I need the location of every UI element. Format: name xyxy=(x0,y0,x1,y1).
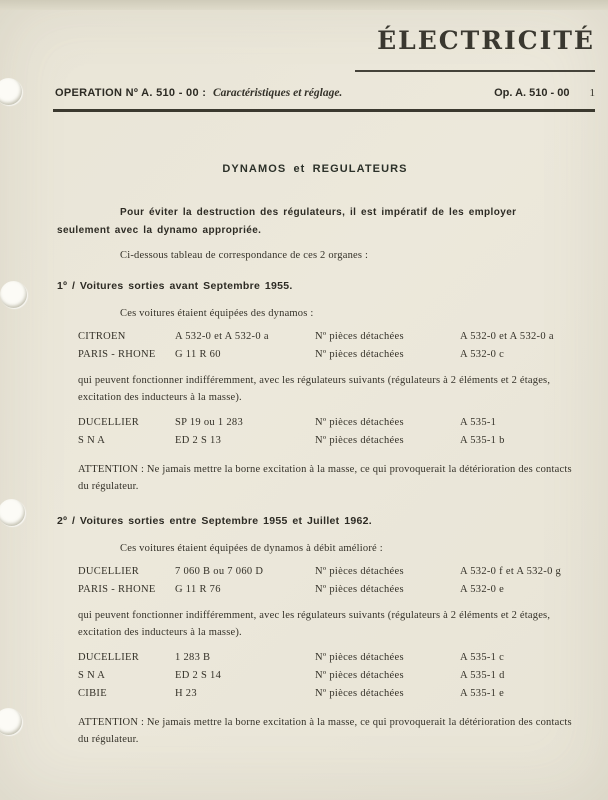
cell-model: 1 283 B xyxy=(175,652,211,663)
punch-hole-1 xyxy=(0,78,22,105)
main-heading: DYNAMOS et REGULATEURS xyxy=(222,163,408,175)
cell-make: DUCELLIER xyxy=(78,417,140,428)
cell-parts-label: Nº pièces détachées xyxy=(315,435,404,446)
punch-hole-4 xyxy=(0,708,22,735)
cell-parts-label: Nº pièces détachées xyxy=(315,584,404,595)
cell-model: ED 2 S 13 xyxy=(175,435,222,446)
table-row xyxy=(78,649,573,667)
cell-parts-label: Nº pièces détachées xyxy=(315,566,404,577)
cell-parts-label: Nº pièces détachées xyxy=(315,652,404,663)
operation-shortref xyxy=(494,87,595,99)
cell-make: PARIS - RHONE xyxy=(78,349,156,360)
cell-parts-label: Nº pièces détachées xyxy=(315,331,404,342)
attention-note-1: ATTENTION : Ne jamais mettre la borne excitation à la masse, ce qui provoquerait la détérioration des contacts du régulateur. xyxy=(78,464,572,492)
cell-ref: A 535-1 d xyxy=(460,670,505,681)
section-1-lead: Ces voitures étaient équipées des dynamos : xyxy=(120,308,314,319)
cell-model: G 11 R 76 xyxy=(175,584,221,595)
cell-make: S N A xyxy=(78,670,106,681)
cell-model: A 532-0 et A 532-0 a xyxy=(175,331,269,342)
table-row xyxy=(78,414,573,432)
table-row xyxy=(78,685,573,703)
regulator-table-1 xyxy=(78,414,573,450)
table-row xyxy=(78,667,573,685)
document-body xyxy=(57,125,573,748)
cell-ref: A 532-0 et A 532-0 a xyxy=(460,331,554,342)
operation-subject: Caractéristiques et réglage. xyxy=(212,87,343,99)
section-1 xyxy=(57,280,573,495)
table-row xyxy=(78,346,573,364)
scan-top-edge xyxy=(0,0,608,10)
operation-header xyxy=(55,87,595,99)
cell-make: DUCELLIER xyxy=(78,652,140,663)
intro-warning: Pour éviter la destruction des régulateurs, il est impératif de les employer seulement avec la dynamo appropriée. xyxy=(57,207,517,236)
operation-reference xyxy=(55,87,342,99)
dynamo-table-1 xyxy=(78,328,573,364)
compatibility-note-2: qui peuvent fonctionner indifféremment, avec les régulateurs suivants (régulateurs à 2 éléments et 2 étages, excitation des inducteurs à la masse). xyxy=(78,610,551,638)
cell-model: H 23 xyxy=(175,688,197,699)
cell-ref: A 535-1 b xyxy=(460,435,505,446)
page-title: ÉLECTRICITÉ xyxy=(377,26,595,55)
table-row xyxy=(78,563,573,581)
cell-model: 7 060 B ou 7 060 D xyxy=(175,566,264,577)
section-1-title: 1º / Voitures sorties avant Septembre 1955. xyxy=(57,280,293,292)
cell-model: SP 19 ou 1 283 xyxy=(175,417,243,428)
op-ref: Op. A. 510 - 00 xyxy=(494,87,570,99)
cell-make: CIBIE xyxy=(78,688,107,699)
cell-parts-label: Nº pièces détachées xyxy=(315,688,404,699)
cell-ref: A 532-0 e xyxy=(460,584,505,595)
cell-ref: A 535-1 xyxy=(460,417,497,428)
cell-parts-label: Nº pièces détachées xyxy=(315,670,404,681)
punch-hole-3 xyxy=(0,499,25,526)
masthead xyxy=(377,26,595,55)
punch-hole-2 xyxy=(0,281,27,308)
cell-make: S N A xyxy=(78,435,106,446)
page-number: 1 xyxy=(589,87,595,99)
section-2-lead: Ces voitures étaient équipées de dynamos à débit amélioré : xyxy=(120,543,383,554)
cell-ref: A 535-1 e xyxy=(460,688,505,699)
cell-make: DUCELLIER xyxy=(78,566,140,577)
regulator-table-2 xyxy=(78,649,573,703)
cell-model: ED 2 S 14 xyxy=(175,670,222,681)
cell-ref: A 535-1 c xyxy=(460,652,505,663)
dynamo-table-2 xyxy=(78,563,573,599)
cell-make: CITROEN xyxy=(78,331,126,342)
cell-ref: A 532-0 c xyxy=(460,349,505,360)
cell-make: PARIS - RHONE xyxy=(78,584,156,595)
section-2-title: 2º / Voitures sorties entre Septembre 1955 et Juillet 1962. xyxy=(57,515,372,527)
cell-model: G 11 R 60 xyxy=(175,349,221,360)
table-row xyxy=(78,581,573,599)
title-underline xyxy=(355,70,595,72)
cell-parts-label: Nº pièces détachées xyxy=(315,417,404,428)
intro-note: Ci-dessous tableau de correspondance de ces 2 organes : xyxy=(120,250,369,261)
cell-ref: A 532-0 f et A 532-0 g xyxy=(460,566,562,577)
compatibility-note-1: qui peuvent fonctionner indifféremment, avec les régulateurs suivants (régulateurs à 2 éléments et 2 étages, excitation des inducteurs à la masse). xyxy=(78,375,551,403)
header-rule xyxy=(53,109,595,112)
cell-parts-label: Nº pièces détachées xyxy=(315,349,404,360)
table-row xyxy=(78,432,573,450)
attention-note-2: ATTENTION : Ne jamais mettre la borne excitation à la masse, ce qui provoquerait la détérioration des contacts du régulateur. xyxy=(78,717,572,745)
operation-label: OPERATION Nº A. 510 - 00 : xyxy=(55,87,207,99)
section-2 xyxy=(57,515,573,748)
table-row xyxy=(78,328,573,346)
